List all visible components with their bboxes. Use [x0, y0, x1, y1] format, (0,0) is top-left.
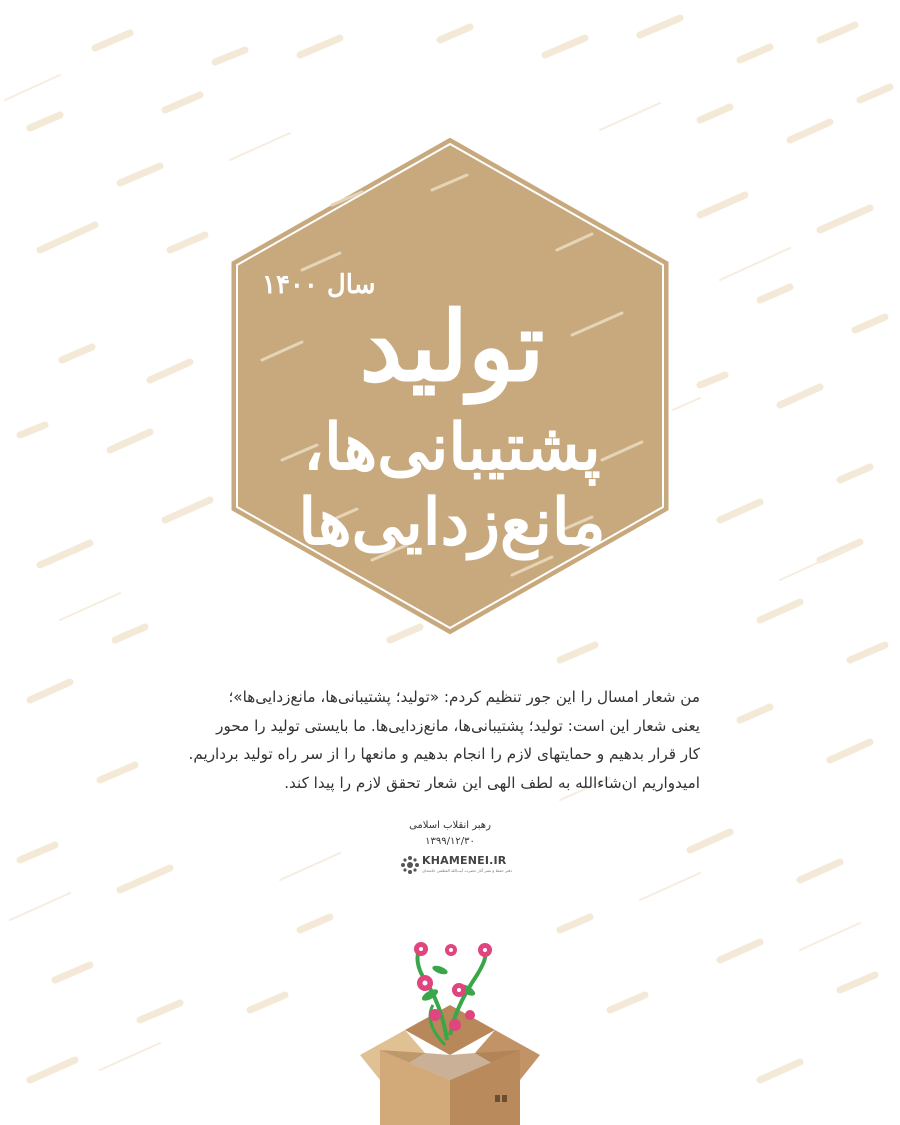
quote-line: من شعار امسال را این جور تنظیم کردم: «تولید؛ پشتیبانی‌ها، مانع‌زدایی‌ها»؛	[228, 688, 700, 706]
open-box-with-flower-icon	[355, 935, 545, 1125]
subtitle: پشتیبانی‌ها، مانع‌زدایی‌ها	[298, 410, 606, 560]
hexagon-emblem	[222, 130, 678, 642]
khamenei-logo	[400, 853, 513, 877]
quote-block	[188, 683, 700, 797]
quote-line: امیدواریم ان‌شاءالله به لطف الهی این شعار تحقق لازم را پیدا کند.	[284, 773, 700, 792]
signature	[350, 818, 550, 850]
logo-name: KHAMENEI.IR	[422, 854, 507, 867]
khamenei-logo-icon	[400, 855, 420, 875]
year-label: سال ۱۴۰۰	[262, 270, 376, 300]
quote-line: کار قرار بدهیم و حمایتهای لازم را انجام بدهیم و مانعها را از سر راه تولید برداریم.	[188, 745, 700, 763]
main-title: تولید	[359, 290, 545, 403]
logo-tagline: دفتر حفظ و نشر آثار حضرت آیت‌الله العظمی خامنه‌ای	[422, 868, 513, 873]
signature-title: رهبر انقلاب اسلامی	[409, 820, 491, 831]
signature-date: ۱۳۹۹/۱۲/۳۰	[425, 836, 475, 847]
quote-line: یعنی شعار این است: تولید؛ پشتیبانی‌ها، مانع‌زدایی‌ها. ما بایستی تولید را محور	[216, 716, 700, 735]
